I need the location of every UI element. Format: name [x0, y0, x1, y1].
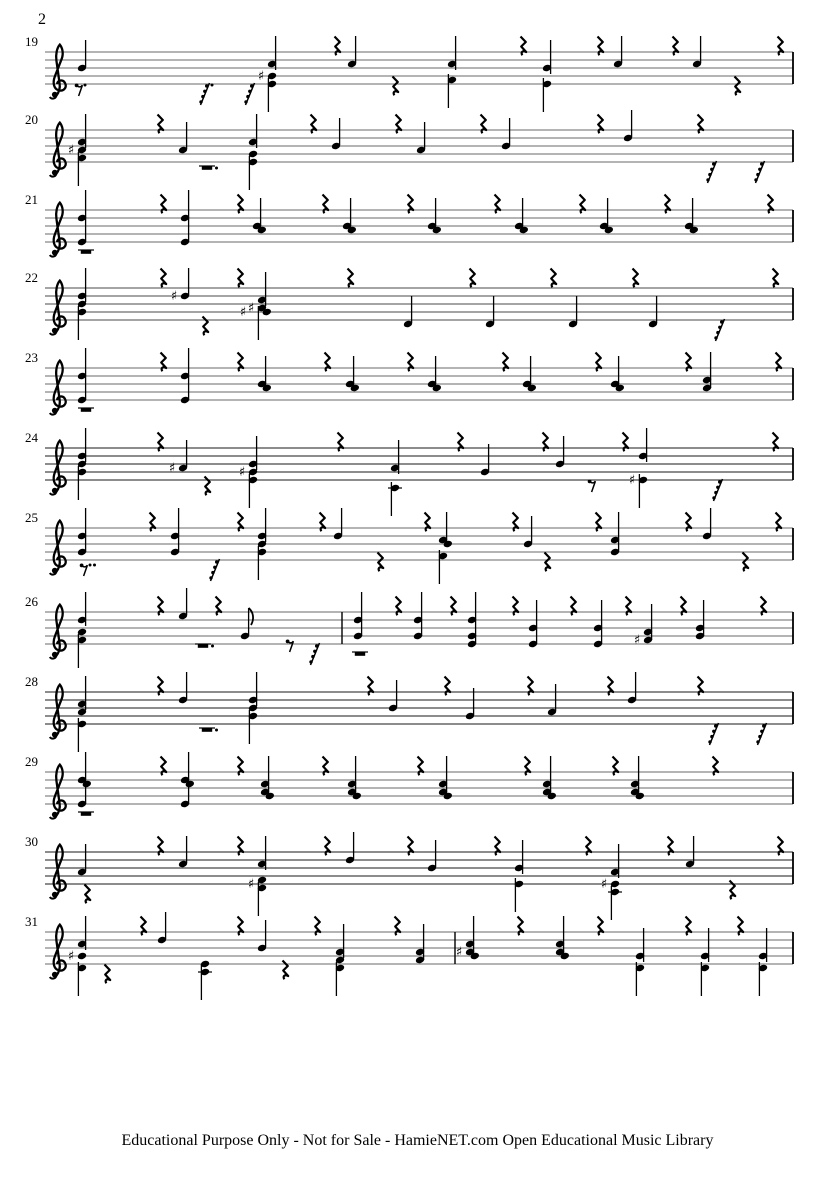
event-chord — [700, 928, 710, 996]
footer-text: Educational Purpose Only - Not for Sale - HamieNET.com Open Educational Music Library — [121, 1132, 714, 1149]
event-r64 — [754, 161, 764, 183]
measure-number: 30 — [25, 834, 38, 849]
event-chord — [610, 512, 620, 556]
event-r64 — [244, 83, 254, 105]
event-note — [178, 588, 188, 620]
svg-text:♯: ♯ — [239, 305, 247, 320]
event-chord — [467, 592, 477, 648]
treble-clef-icon — [50, 361, 66, 415]
event-chord — [77, 592, 87, 668]
system-21 — [45, 190, 793, 257]
event-chord — [456, 916, 480, 960]
event-chord — [345, 356, 360, 392]
event-chord — [599, 198, 614, 234]
svg-text:♯: ♯ — [67, 949, 75, 964]
svg-text:♯: ♯ — [600, 877, 608, 892]
treble-clef-icon — [50, 521, 66, 575]
event-chord — [522, 356, 537, 392]
event-r64 — [708, 723, 718, 745]
event-note — [345, 832, 355, 864]
svg-text:♯: ♯ — [628, 473, 636, 488]
event-n8 — [240, 608, 253, 640]
system-20 — [45, 110, 793, 190]
event-chord — [353, 592, 363, 640]
treble-clef-icon — [50, 203, 66, 257]
svg-text:♯: ♯ — [257, 69, 265, 84]
event-note — [169, 440, 188, 476]
page-number: 2 — [38, 11, 46, 28]
treble-clef-icon — [50, 123, 66, 177]
event-chord — [702, 352, 712, 392]
event-chord — [634, 604, 653, 648]
event-chord — [77, 190, 87, 246]
event-rh — [199, 166, 218, 170]
event-note — [171, 268, 190, 304]
svg-text:♯: ♯ — [247, 877, 255, 892]
treble-clef-icon — [50, 765, 66, 819]
event-note — [627, 672, 637, 704]
event-r4 — [545, 553, 551, 572]
event-note — [333, 508, 343, 540]
event-note — [465, 688, 475, 720]
event-chord — [257, 356, 272, 392]
event-r8 — [588, 480, 596, 493]
measure-number: 20 — [25, 112, 38, 127]
event-r4 — [393, 77, 399, 96]
event-r4 — [743, 553, 749, 572]
event-note — [388, 680, 398, 712]
event-rh — [78, 250, 94, 254]
event-chord — [180, 348, 190, 404]
event-chord — [438, 756, 453, 800]
event-chord — [514, 198, 529, 234]
event-note — [555, 436, 565, 468]
svg-text:♯: ♯ — [168, 461, 176, 476]
event-rh — [78, 408, 94, 412]
system-25 — [45, 508, 793, 584]
event-chord — [257, 508, 267, 580]
event-chord — [601, 844, 622, 920]
measure-number: 22 — [25, 270, 38, 285]
event-chord — [77, 508, 87, 556]
event-chord — [542, 756, 557, 800]
measure-number: 31 — [25, 914, 38, 929]
event-chord — [388, 440, 402, 516]
event-r4 — [378, 553, 384, 572]
system-19 — [45, 36, 793, 112]
event-chord — [630, 756, 645, 800]
event-r4 — [773, 269, 779, 288]
event-r64 — [712, 479, 722, 501]
event-chord — [77, 676, 87, 752]
measure-number: 24 — [25, 430, 38, 445]
measure-number: 19 — [25, 34, 38, 49]
event-r4 — [283, 961, 289, 980]
event-note — [257, 920, 267, 952]
event-chord — [413, 592, 423, 640]
treble-clef-icon — [50, 45, 66, 99]
event-r4 — [633, 269, 639, 288]
event-note — [523, 516, 533, 548]
system-28 — [45, 672, 793, 752]
measure-number: 29 — [25, 754, 38, 769]
event-chord — [629, 428, 648, 508]
measure-number: 21 — [25, 192, 38, 207]
event-r64 — [209, 559, 219, 581]
event-r4 — [161, 269, 167, 288]
event-chord — [347, 756, 362, 800]
event-chord — [170, 508, 180, 556]
event-note — [157, 912, 167, 944]
system-24 — [45, 428, 793, 516]
event-note — [331, 118, 341, 150]
measure-number: 25 — [25, 510, 38, 525]
treble-clef-icon — [50, 441, 66, 495]
event-chord — [260, 756, 275, 800]
event-r4 — [105, 965, 111, 984]
event-note — [178, 672, 188, 704]
svg-text:♯: ♯ — [67, 143, 75, 158]
event-r4 — [730, 881, 736, 900]
measure-number: 23 — [25, 350, 38, 365]
event-rh — [78, 812, 94, 816]
event-chord — [555, 916, 570, 960]
svg-text:♯: ♯ — [170, 289, 178, 304]
event-rh — [199, 728, 218, 732]
svg-text:♯: ♯ — [455, 945, 463, 960]
event-r64 — [714, 319, 724, 341]
event-chord — [528, 600, 538, 648]
event-chord — [342, 198, 357, 234]
event-r4 — [205, 477, 211, 496]
measure-number: 28 — [25, 674, 38, 689]
event-chord — [593, 600, 603, 648]
event-r8 — [75, 84, 87, 97]
event-note — [702, 508, 712, 540]
event-chord — [77, 348, 87, 404]
event-chord — [758, 928, 768, 996]
treble-clef-icon — [50, 925, 66, 979]
event-chord — [248, 114, 258, 190]
svg-text:♯: ♯ — [633, 633, 641, 648]
event-r64 — [706, 161, 716, 183]
system-29 — [45, 752, 793, 819]
event-note — [77, 40, 87, 72]
event-r4 — [470, 269, 476, 288]
event-chord — [180, 190, 190, 246]
event-note — [480, 444, 490, 476]
system-23 — [45, 348, 793, 415]
treble-clef-icon — [50, 605, 66, 659]
system-31 — [45, 912, 793, 1000]
system-26 — [45, 588, 793, 668]
event-chord — [248, 672, 258, 744]
event-r4 — [551, 269, 557, 288]
event-chord — [252, 198, 267, 234]
event-chord — [77, 268, 87, 340]
treble-clef-icon — [50, 281, 66, 335]
event-chord — [415, 924, 425, 964]
event-chord — [68, 114, 87, 186]
event-note — [501, 118, 511, 150]
system-30 — [45, 832, 793, 920]
event-r4 — [348, 269, 354, 288]
event-note — [623, 110, 633, 142]
event-r4 — [85, 885, 91, 904]
event-chord — [610, 356, 625, 392]
event-note — [427, 840, 437, 872]
event-r4 — [203, 317, 209, 336]
event-chord — [438, 512, 453, 584]
event-chord — [635, 928, 645, 996]
system-22 — [45, 268, 793, 341]
event-chord — [258, 36, 277, 112]
event-r4 — [238, 269, 244, 288]
event-rh — [352, 652, 368, 656]
event-chord — [447, 36, 457, 108]
event-chord — [427, 356, 442, 392]
treble-clef-icon — [50, 685, 66, 739]
event-chord — [335, 924, 345, 996]
event-chord — [240, 272, 272, 340]
svg-text:♯: ♯ — [247, 301, 255, 316]
event-r64 — [309, 643, 319, 665]
measure-number: 26 — [25, 594, 38, 609]
event-chord — [684, 198, 699, 234]
event-r4 — [735, 77, 741, 96]
event-chord — [77, 428, 87, 500]
event-r64 — [756, 723, 766, 745]
event-rh — [195, 644, 214, 648]
event-r8 — [286, 640, 294, 653]
treble-clef-icon — [50, 845, 66, 899]
event-chord — [198, 960, 212, 1000]
svg-text:♯: ♯ — [238, 465, 246, 480]
event-r64 — [199, 83, 213, 105]
event-r8 — [80, 564, 96, 577]
event-chord — [427, 198, 442, 234]
